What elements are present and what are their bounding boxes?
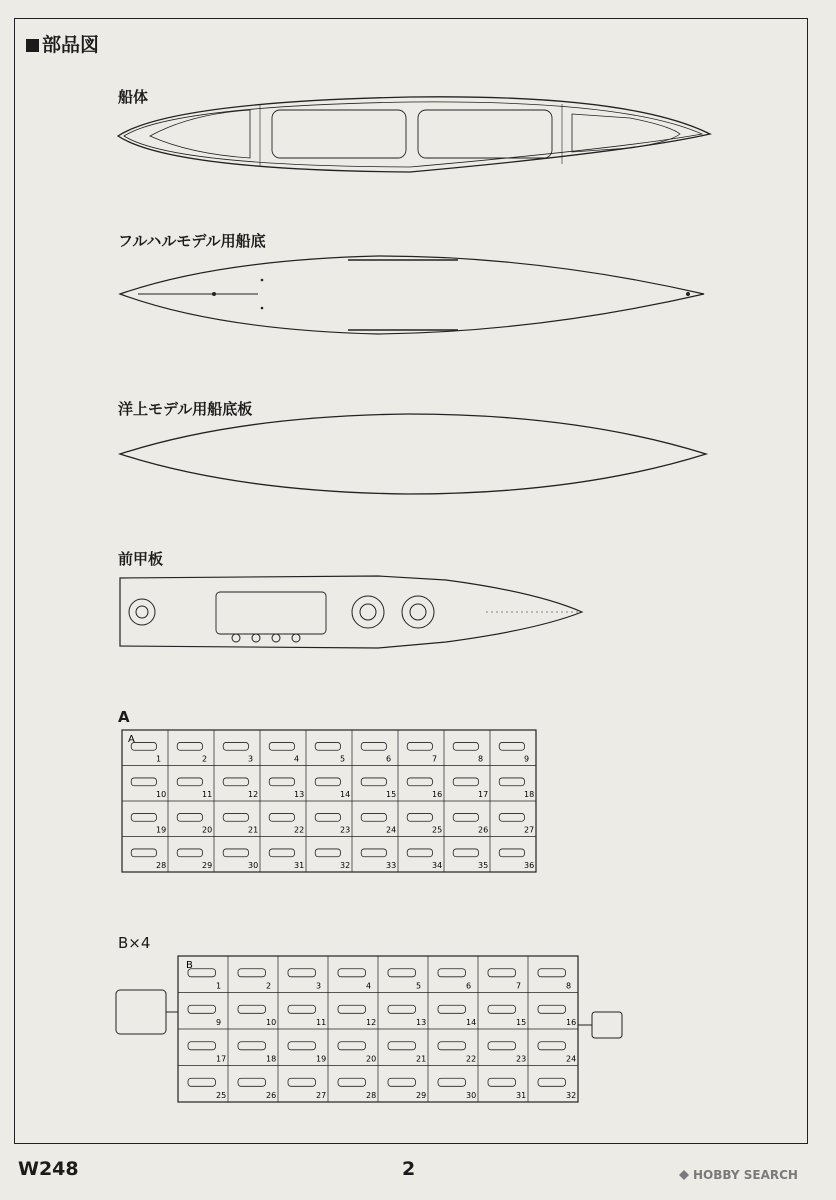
sprue-b-part-26 [238, 1078, 266, 1086]
label-full-hull-bottom: フルハルモデル用船底 [118, 232, 266, 250]
sprue-b-part-10 [238, 1005, 266, 1013]
sprue-a-part-6 [361, 742, 386, 750]
black-square-icon [26, 39, 39, 52]
sprue-a-part-16 [407, 778, 432, 786]
sprue-b-part-number: 8 [566, 981, 572, 991]
sprue-a-part-29 [177, 849, 202, 857]
sprue-a-part-35 [453, 849, 478, 857]
sprue-a-part-26 [453, 813, 478, 821]
sprue-a-part-5 [315, 742, 340, 750]
sprue-a-part-27 [499, 813, 524, 821]
sprue-b-part-27 [288, 1078, 316, 1086]
sprue-b-part-number: 15 [516, 1018, 527, 1027]
sprue-b-part-15 [488, 1005, 516, 1013]
sprue-b-part-4 [338, 969, 366, 977]
sprue-a-part-20 [177, 813, 202, 821]
label-hull: 船体 [118, 88, 149, 106]
sprue-a-part-8 [453, 742, 478, 750]
sprue-b-part-12 [338, 1005, 366, 1013]
sprue-a-part-number: 19 [156, 825, 167, 835]
sprue-a-part-10 [131, 778, 156, 786]
sprue-b-part-number: 16 [566, 1018, 577, 1027]
sprue-a-part-number: 10 [156, 790, 167, 799]
sprue-a-part-15 [361, 778, 386, 786]
sprue-b-part-number: 28 [366, 1091, 377, 1100]
sprue-b-part-17 [188, 1042, 216, 1050]
sprue-b-part-20 [338, 1042, 366, 1050]
sprue-a-part-number: 25 [432, 825, 443, 835]
page-heading: 部品図 [26, 30, 99, 57]
sprue-b-part-number: 20 [366, 1054, 377, 1064]
sprue-a-part-31 [269, 849, 294, 857]
sprue-a-part-number: 28 [156, 861, 167, 870]
sprue-b-part-number: 3 [316, 981, 322, 991]
sprue-b-part-number: 19 [316, 1054, 327, 1064]
sprue-b-part-number: 7 [516, 981, 522, 991]
watermark: HOBBY SEARCH [678, 1168, 798, 1182]
sprue-a-tag: A [128, 734, 135, 745]
sprue-b-part-number: 11 [316, 1018, 327, 1027]
sprue-b-part-number: 21 [416, 1054, 427, 1064]
sprue-a-part-12 [223, 778, 248, 786]
sprue-a-part-number: 34 [432, 861, 443, 870]
sprue-a-part-number: 17 [478, 790, 489, 799]
sprue-a-part-number: 11 [202, 790, 213, 799]
sprue-b-part-number: 6 [466, 981, 472, 991]
sprue-b-part-number: 10 [266, 1018, 277, 1027]
sprue-a-part-number: 1 [156, 754, 162, 764]
sprue-a-part-22 [269, 813, 294, 821]
sprue-a-part-number: 6 [386, 754, 392, 764]
sprue-a-part-7 [407, 742, 432, 750]
label-waterline-bottom-plate: 洋上モデル用船底板 [118, 400, 253, 418]
sprue-b-part-32 [538, 1078, 566, 1086]
sprue-b-part-25 [188, 1078, 216, 1086]
sprue-b-part-number: 4 [366, 981, 372, 991]
sprue-a-part-number: 16 [432, 790, 443, 799]
sprue-b-part-21 [388, 1042, 416, 1050]
sprue-b-part-number: 12 [366, 1018, 377, 1027]
sprue-b-part-31 [488, 1078, 516, 1086]
sprue-a-part-2 [177, 742, 202, 750]
fore-deck-drawing [116, 572, 586, 652]
sprue-a-part-number: 15 [386, 790, 397, 799]
sprue-b-part-number: 24 [566, 1054, 577, 1064]
sprue-a-part-number: 9 [524, 754, 530, 764]
sprue-b-part-number: 26 [266, 1091, 277, 1100]
sprue-a-part-30 [223, 849, 248, 857]
sprue-a-part-number: 31 [294, 861, 305, 870]
sprue-b-part-23 [488, 1042, 516, 1050]
sprue-b-part-number: 29 [416, 1091, 427, 1100]
full-hull-bottom-drawing [118, 250, 712, 338]
footer-code: W248 [18, 1158, 79, 1180]
sprue-b-part-19 [288, 1042, 316, 1050]
label-sprue-b: B×4 [118, 934, 151, 952]
label-fore-deck: 前甲板 [118, 550, 164, 568]
sprue-a-drawing [118, 726, 544, 876]
sprue-b-part-18 [238, 1042, 266, 1050]
sprue-a-part-number: 13 [294, 790, 305, 799]
sprue-b-part-number: 17 [216, 1054, 227, 1064]
sprue-b-part-2 [238, 969, 266, 977]
sprue-a-part-number: 22 [294, 825, 305, 835]
sprue-a-part-24 [361, 813, 386, 821]
sprue-a-part-number: 12 [248, 790, 259, 799]
label-sprue-a: A [118, 708, 130, 726]
sprue-b-part-16 [538, 1005, 566, 1013]
sprue-a-part-number: 21 [248, 825, 259, 835]
sprue-a-part-3 [223, 742, 248, 750]
sprue-a-part-number: 24 [386, 825, 397, 835]
page-number: 2 [402, 1158, 416, 1180]
sprue-a-part-number: 2 [202, 754, 208, 764]
hull-drawing [110, 92, 716, 178]
sprue-a-part-number: 7 [432, 754, 438, 764]
sprue-b-part-number: 31 [516, 1091, 527, 1100]
sprue-a-part-number: 4 [294, 754, 300, 764]
sprue-b-part-8 [538, 969, 566, 977]
sprue-a-part-number: 26 [478, 825, 489, 835]
sprue-a-part-number: 20 [202, 825, 213, 835]
sprue-a-part-number: 18 [524, 790, 535, 799]
sprue-b-part-11 [288, 1005, 316, 1013]
sprue-b-part-number: 32 [566, 1091, 577, 1100]
sprue-a-part-4 [269, 742, 294, 750]
sprue-a-part-13 [269, 778, 294, 786]
sprue-a-part-17 [453, 778, 478, 786]
sprue-b-part-7 [488, 969, 516, 977]
sprue-a-part-number: 32 [340, 861, 351, 870]
sprue-b-part-number: 30 [466, 1091, 477, 1100]
sprue-a-part-number: 5 [340, 754, 346, 764]
sprue-b-part-24 [538, 1042, 566, 1050]
sprue-b-part-number: 25 [216, 1091, 227, 1100]
sprue-b-part-number: 5 [416, 981, 422, 991]
sprue-b-part-3 [288, 969, 316, 977]
sprue-b-part-number: 1 [216, 981, 222, 991]
sprue-a-part-21 [223, 813, 248, 821]
sprue-b-part-9 [188, 1005, 216, 1013]
sprue-a-part-18 [499, 778, 524, 786]
sprue-b-part-number: 9 [216, 1018, 222, 1027]
sprue-a-part-23 [315, 813, 340, 821]
sprue-a-part-14 [315, 778, 340, 786]
sprue-b-part-14 [438, 1005, 466, 1013]
sprue-a-part-number: 23 [340, 825, 351, 835]
sprue-a-part-1 [131, 742, 156, 750]
sprue-a-part-number: 35 [478, 861, 489, 870]
sprue-b-part-number: 18 [266, 1054, 277, 1064]
sprue-a-part-number: 29 [202, 861, 213, 870]
sprue-a-part-25 [407, 813, 432, 821]
sprue-a-part-number: 36 [524, 861, 535, 870]
sprue-a-part-number: 30 [248, 861, 259, 870]
sprue-a-part-number: 27 [524, 825, 535, 835]
sprue-b-part-28 [338, 1078, 366, 1086]
sprue-a-part-33 [361, 849, 386, 857]
sprue-b-part-number: 27 [316, 1091, 327, 1100]
sprue-b-drawing [110, 950, 630, 1108]
sprue-a-part-32 [315, 849, 340, 857]
sprue-a-part-11 [177, 778, 202, 786]
hobby-search-logo-icon [678, 1169, 690, 1181]
waterline-bottom-plate-drawing [118, 410, 712, 498]
sprue-a-part-number: 14 [340, 790, 351, 799]
sprue-a-part-9 [499, 742, 524, 750]
sprue-a-part-number: 3 [248, 754, 254, 764]
sprue-b-part-30 [438, 1078, 466, 1086]
sprue-b-part-number: 22 [466, 1054, 477, 1064]
sprue-b-part-number: 23 [516, 1054, 527, 1064]
sprue-b-part-number: 13 [416, 1018, 427, 1027]
sprue-b-part-13 [388, 1005, 416, 1013]
sprue-a-part-number: 33 [386, 861, 397, 870]
sprue-b-part-29 [388, 1078, 416, 1086]
sprue-b-part-number: 2 [266, 981, 272, 991]
sprue-b-part-6 [438, 969, 466, 977]
sprue-b-part-number: 14 [466, 1018, 477, 1027]
sprue-b-tag: B [186, 960, 193, 971]
sprue-a-part-34 [407, 849, 432, 857]
sprue-a-part-number: 8 [478, 754, 484, 764]
sprue-a-part-19 [131, 813, 156, 821]
sprue-b-part-5 [388, 969, 416, 977]
sprue-b-part-22 [438, 1042, 466, 1050]
sprue-a-part-36 [499, 849, 524, 857]
sprue-a-part-28 [131, 849, 156, 857]
